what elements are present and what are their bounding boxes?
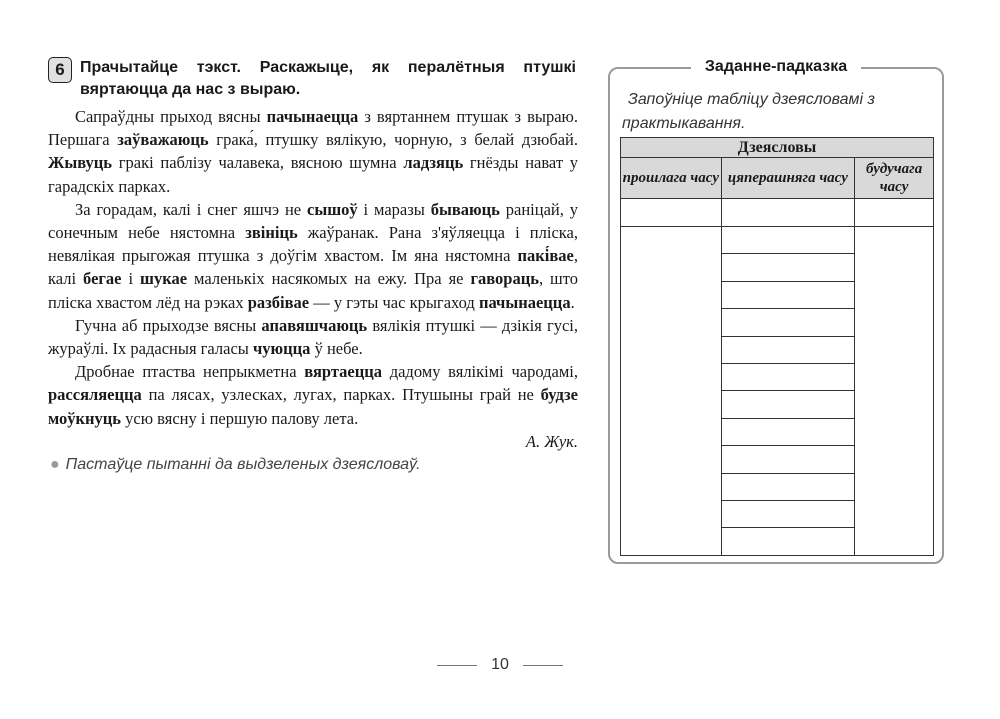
blank-row[interactable] bbox=[722, 528, 855, 555]
text-segment: Сапраўдны прыход вясны bbox=[75, 107, 267, 126]
hint-box bbox=[608, 58, 944, 564]
story-text bbox=[48, 105, 578, 453]
text-segment: За горадам, калі і снег яшчэ не bbox=[75, 199, 307, 219]
text-segment: і маразы bbox=[357, 199, 431, 219]
exercise-header bbox=[48, 57, 578, 101]
blank-row[interactable] bbox=[722, 309, 855, 336]
highlighted-verb: бегае bbox=[83, 269, 122, 289]
task-line bbox=[50, 456, 578, 474]
blank-row[interactable] bbox=[722, 391, 855, 418]
blank-row[interactable] bbox=[722, 501, 855, 528]
text-segment: жаўранак. Рана з'яўляецца і пліска, невялікая прыгожая птушка з доўгім хвастом. Ім яна нястомна bbox=[48, 223, 578, 266]
text-segment: дадому вялікімі чародамі, bbox=[381, 362, 578, 382]
text-segment: Дробнае птаства непрыкметна bbox=[75, 362, 305, 382]
blank-cell-tall[interactable] bbox=[855, 227, 934, 556]
column-present: цяперашняга часу bbox=[721, 158, 855, 199]
text-segment: , калі bbox=[48, 246, 578, 289]
blank-row[interactable] bbox=[722, 336, 855, 363]
highlighted-verb: звініць bbox=[245, 223, 298, 243]
author: А. Жук. bbox=[525, 431, 578, 451]
story-paragraph bbox=[48, 314, 578, 360]
verbs-table bbox=[620, 137, 934, 556]
page-number-rule-left bbox=[437, 665, 477, 666]
highlighted-verb: вяртаецца bbox=[304, 362, 382, 382]
exercise-6 bbox=[48, 56, 578, 474]
blank-cell[interactable] bbox=[721, 199, 855, 227]
page-number bbox=[0, 656, 1000, 674]
text-segment: з вяртаннем птушак з выраю. Першага bbox=[48, 107, 578, 150]
exercise-title: Прачытайце тэкст. Раскажыце, як пералётныя птушкі вяртаюцца да нас з выраю. bbox=[80, 59, 576, 98]
story-paragraph bbox=[48, 105, 578, 198]
task-text: Пастаўце пытанні да выдзеленых дзеясловаў. bbox=[65, 456, 421, 474]
blank-cell[interactable] bbox=[621, 199, 722, 227]
hint-title bbox=[610, 58, 942, 76]
highlighted-verb: пачынаецца bbox=[266, 107, 359, 126]
text-segment: — у гэты час крыгаход bbox=[309, 292, 479, 312]
blank-row[interactable] bbox=[722, 418, 855, 445]
bullet-icon: ● bbox=[50, 456, 60, 474]
blank-row[interactable] bbox=[722, 364, 855, 391]
highlighted-verb: пакі́вае bbox=[517, 246, 574, 266]
text-segment: вялікія птушкі — дзікія гусі, жураўлі. Іх радасныя галасы bbox=[48, 315, 579, 359]
highlighted-verb: заўважаюць bbox=[117, 130, 209, 150]
highlighted-verb: гавораць bbox=[470, 269, 539, 289]
story-paragraph bbox=[48, 198, 578, 314]
highlighted-verb: будзе моўкнуць bbox=[48, 385, 578, 428]
column-past: прошлага часу bbox=[621, 158, 722, 199]
highlighted-verb: апавяшчаюць bbox=[261, 315, 368, 335]
text-segment: грака́, птушку вялікую, чорную, з белай дзюбай. bbox=[208, 130, 578, 150]
table-header: Дзеясловы bbox=[621, 138, 934, 158]
text-segment: раніцай, у сонечным небе нястомна bbox=[48, 199, 579, 243]
highlighted-verb: шукае bbox=[140, 269, 188, 289]
blank-cell-tall[interactable] bbox=[621, 227, 722, 556]
text-segment: Гучна аб прыходзе вясны bbox=[75, 315, 262, 335]
highlighted-verb: пачынаецца bbox=[478, 292, 571, 312]
blank-row[interactable] bbox=[722, 446, 855, 473]
text-segment: маленькіх насякомых на ежу. Пра яе bbox=[187, 269, 471, 289]
hint-title-text: Заданне-падказка bbox=[691, 58, 861, 75]
exercise-number-badge: 6 bbox=[48, 57, 72, 83]
text-segment: усю вясну і першую палову лета. bbox=[121, 408, 359, 428]
highlighted-verb: сышоў bbox=[307, 199, 358, 219]
highlighted-verb: рассяляецца bbox=[48, 385, 142, 405]
blank-row[interactable] bbox=[722, 254, 855, 281]
text-segment: , што пліска хвастом лёд на рэках bbox=[48, 269, 578, 312]
column-future: будучага часу bbox=[855, 158, 934, 199]
highlighted-verb: чуюцца bbox=[253, 339, 311, 359]
present-column-cells bbox=[721, 227, 855, 556]
highlighted-verb: разбівае bbox=[247, 292, 310, 312]
page-number-text: 10 bbox=[491, 656, 509, 673]
text-segment: гнёзды нават у гарадскіх парках. bbox=[48, 153, 578, 196]
page-number-rule-right bbox=[523, 665, 563, 666]
blank-row[interactable] bbox=[722, 281, 855, 308]
blank-row[interactable] bbox=[722, 227, 855, 254]
text-segment: па лясах, узлесках, лугах, парках. Птушыны грай не bbox=[141, 385, 541, 405]
text-segment: ў небе. bbox=[310, 339, 363, 359]
highlighted-verb: ладзяць bbox=[403, 153, 464, 173]
text-segment: і bbox=[121, 269, 141, 289]
present-rows bbox=[722, 227, 855, 555]
blank-cell[interactable] bbox=[855, 199, 934, 227]
highlighted-verb: бываюць bbox=[430, 199, 500, 219]
highlighted-verb: Жывуць bbox=[48, 153, 113, 173]
blank-row[interactable] bbox=[722, 473, 855, 500]
story-paragraph bbox=[48, 360, 578, 430]
text-segment: гракі паблізу чалавека, вясною шумна bbox=[112, 153, 404, 173]
hint-instruction: Запоўніце табліцу дзеясловамі з практыкавання. bbox=[622, 91, 875, 132]
text-segment: . bbox=[570, 292, 575, 312]
